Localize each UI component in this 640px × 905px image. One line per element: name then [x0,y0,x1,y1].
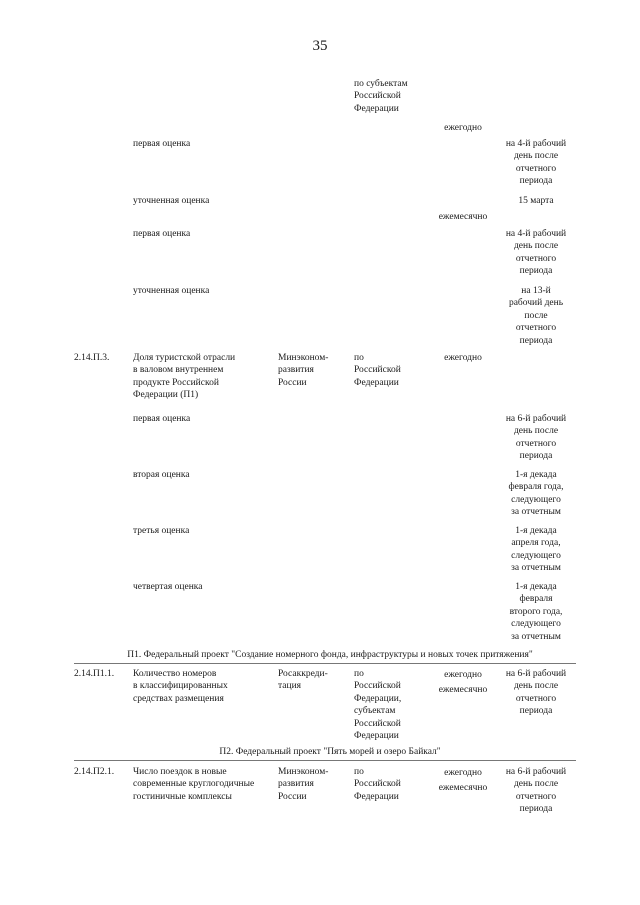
row-term: на 13-й рабочий день после отчетного периода [508,286,564,346]
page-number: 35 [312,38,328,54]
section-heading-p2: П2. Федеральный проект "Пять морей и озеро Байкал" [219,747,441,757]
responsible-org: Минэконом- развития России [278,353,329,388]
row-term: на 4-й рабочий день после отчетного периода [505,139,567,187]
indicator-name: Количество номеров в классифицированных средствах размещения [133,669,228,704]
responsible-org: Минэконом- развития России [278,767,329,802]
row-label: первая оценка [133,139,191,149]
row-term: на 6-й рабочий день после отчетного периода [505,767,567,815]
periodicity-yearly: ежегодно [444,123,482,133]
indicator-code: 2.14.П.3. [74,353,110,363]
row-term: 1-я декада февраля второго года, следующего за отчетным [509,582,563,642]
section-heading-p1: П1. Федеральный проект "Создание номерного фонда, инфраструктуры и новых точек притяжения" [127,650,533,660]
territorial-level: по Российской Федерации, субъектам Российской Федерации [354,669,402,742]
section-rule [74,663,576,664]
indicator-name: Доля туристской отрасли в валовом внутреннем продукте Российской Федерации (П1) [133,353,236,401]
row-label: четвертая оценка [133,582,203,592]
row-label: вторая оценка [133,470,190,480]
territorial-level: по субъектам Российской Федерации [354,79,408,114]
periodicity: ежегодно ежемесячно [438,670,488,695]
indicator-name: Число поездок в новые современные круглогодичные гостиничные комплексы [133,767,255,802]
row-term: на 6-й рабочий день после отчетного периода [505,669,567,717]
territorial-level: по Российской Федерации [354,767,401,802]
row-term: 1-я декада апреля года, следующего за отчетным [511,526,561,574]
section-rule [74,760,576,761]
indicator-code: 2.14.П1.1. [74,669,115,679]
periodicity: ежегодно [444,353,482,363]
territorial-level: по Российской Федерации [354,353,401,388]
responsible-org: Росаккреди- тация [278,669,328,692]
row-label: первая оценка [133,229,191,239]
row-term: 1-я декада февраля года, следующего за отчетным [508,470,564,518]
row-term: на 6-й рабочий день после отчетного периода [505,414,567,462]
indicator-code: 2.14.П2.1. [74,767,115,777]
periodicity: ежегодно ежемесячно [438,768,488,793]
row-label: первая оценка [133,414,191,424]
row-label: третья оценка [133,526,190,536]
row-label: уточненная оценка [133,196,210,206]
row-term: 15 марта [518,196,554,206]
row-term: на 4-й рабочий день после отчетного периода [505,229,567,277]
periodicity-monthly: ежемесячно [438,212,488,222]
row-label: уточненная оценка [133,286,210,296]
